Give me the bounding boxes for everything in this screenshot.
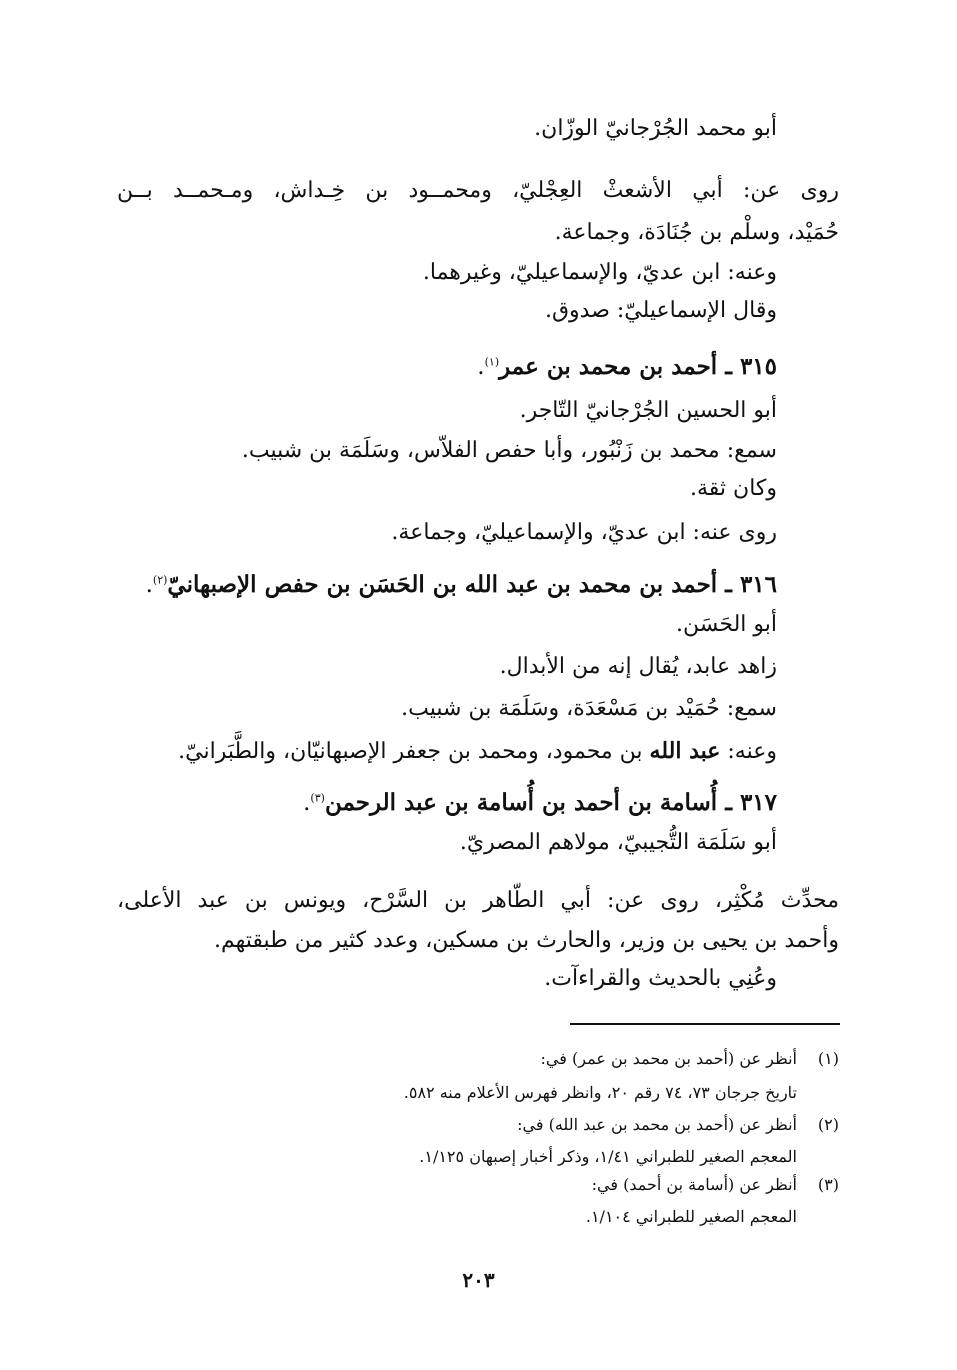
text-line: سمع: حُمَيْد بن مَسْعَدَة، وسَلَمَة بن شبيب.: [401, 696, 777, 721]
footnote-divider: [570, 1023, 840, 1025]
footnote-mark: (٣): [817, 1175, 839, 1194]
text-line: سمع: محمد بن زَنْبُور، وأبا حفص الفلاّس، وسَلَمَة بن شبيب.: [241, 438, 777, 463]
entry-title-end: .: [303, 790, 311, 816]
entry-title: ٣١٦ ـ أحمد بن محمد بن عبد الله بن الحَسَن بن حفص الإصبهانيّ: [167, 571, 777, 598]
footnote-text: المعجم الصغير للطبراني ١/١٠٤.: [585, 1207, 797, 1226]
page-number: ٢٠٣: [462, 1268, 495, 1292]
footnote-text: المعجم الصغير للطبراني ١/٤١، وذكر أخبار إصبهان ١/١٢٥.: [419, 1147, 797, 1166]
footnote-ref: (٢): [152, 573, 168, 587]
text-segment-bold: عبد الله: [649, 738, 721, 764]
footnote-ref: (١): [484, 355, 500, 369]
text-line: حُمَيْد، وسلْم بن جُنَادَة، وجماعة.: [554, 220, 839, 245]
entry-title-end: .: [477, 354, 485, 380]
text-line: محدِّث مُكْثِر، روى عن: أبي الطّاهر بن السَّرْح، ويونس بن عبد الأعلى،: [117, 888, 839, 913]
text-line: وعُنِي بالحديث والقراءآت.: [544, 966, 777, 991]
entry-title-end: .: [145, 572, 153, 598]
text-line: أبو الحَسَن.: [676, 612, 777, 637]
text-line: روى عن: أبي الأشعثْ العِجْليّ، ومحمــود بن خِـداش، ومـحمــد بــن: [117, 178, 839, 203]
footnote-mark: (١): [817, 1049, 839, 1068]
entry-title: ٣١٧ ـ أُسامة بن أحمد بن أُسامة بن عبد الرحمن: [324, 789, 777, 816]
entry-title: ٣١٥ ـ أحمد بن محمد بن عمر: [499, 353, 777, 380]
text-line: أبو سَلَمَة التُّجيبيّ، مولاهم المصريّ.: [459, 830, 777, 855]
footnote-text: تاريخ جرجان ٧٣، ٧٤ رقم ٢٠، وانظر فهرس الأعلام منه ٥٨٢.: [403, 1083, 797, 1102]
footnote-text: أنظر عن (أحمد بن محمد بن عبد الله) في:: [517, 1115, 797, 1134]
entry-heading-315: [477, 350, 777, 384]
text-line: وعنه: ابن عديّ، والإسماعيليّ، وغيرهما.: [422, 260, 777, 285]
text-line: وكان ثقة.: [690, 476, 777, 501]
text-segment: بن محمود، ومحمد بن جعفر الإصبهانيّان، والطَّبَرانيّ.: [178, 739, 650, 764]
text-line: وأحمد بن يحيى بن وزير، والحارث بن مسكين، وعدد كثير من طبقتهم.: [214, 928, 839, 953]
text-line: وقال الإسماعيليّ: صدوق.: [544, 298, 777, 323]
text-line: [178, 734, 777, 769]
entry-heading-316: [146, 568, 777, 602]
footnote-text: أنظر عن (أسامة بن أحمد) في:: [591, 1175, 797, 1194]
footnote-text: أنظر عن (أحمد بن محمد بن عمر) في:: [540, 1049, 797, 1068]
text-line: روى عنه: ابن عديّ، والإسماعيليّ، وجماعة.: [391, 520, 777, 545]
text-line: أبو محمد الجُرْجانيّ الوزّان.: [534, 116, 777, 141]
footnote-mark: (٢): [817, 1115, 839, 1134]
text-segment: وعنه:: [720, 739, 777, 764]
entry-heading-317: [303, 786, 777, 820]
text-line: زاهد عابد، يُقال إنه من الأبدال.: [499, 654, 777, 679]
text-line: أبو الحسين الجُرْجانيّ التّاجر.: [519, 398, 777, 423]
footnote-ref: (٣): [310, 791, 325, 805]
